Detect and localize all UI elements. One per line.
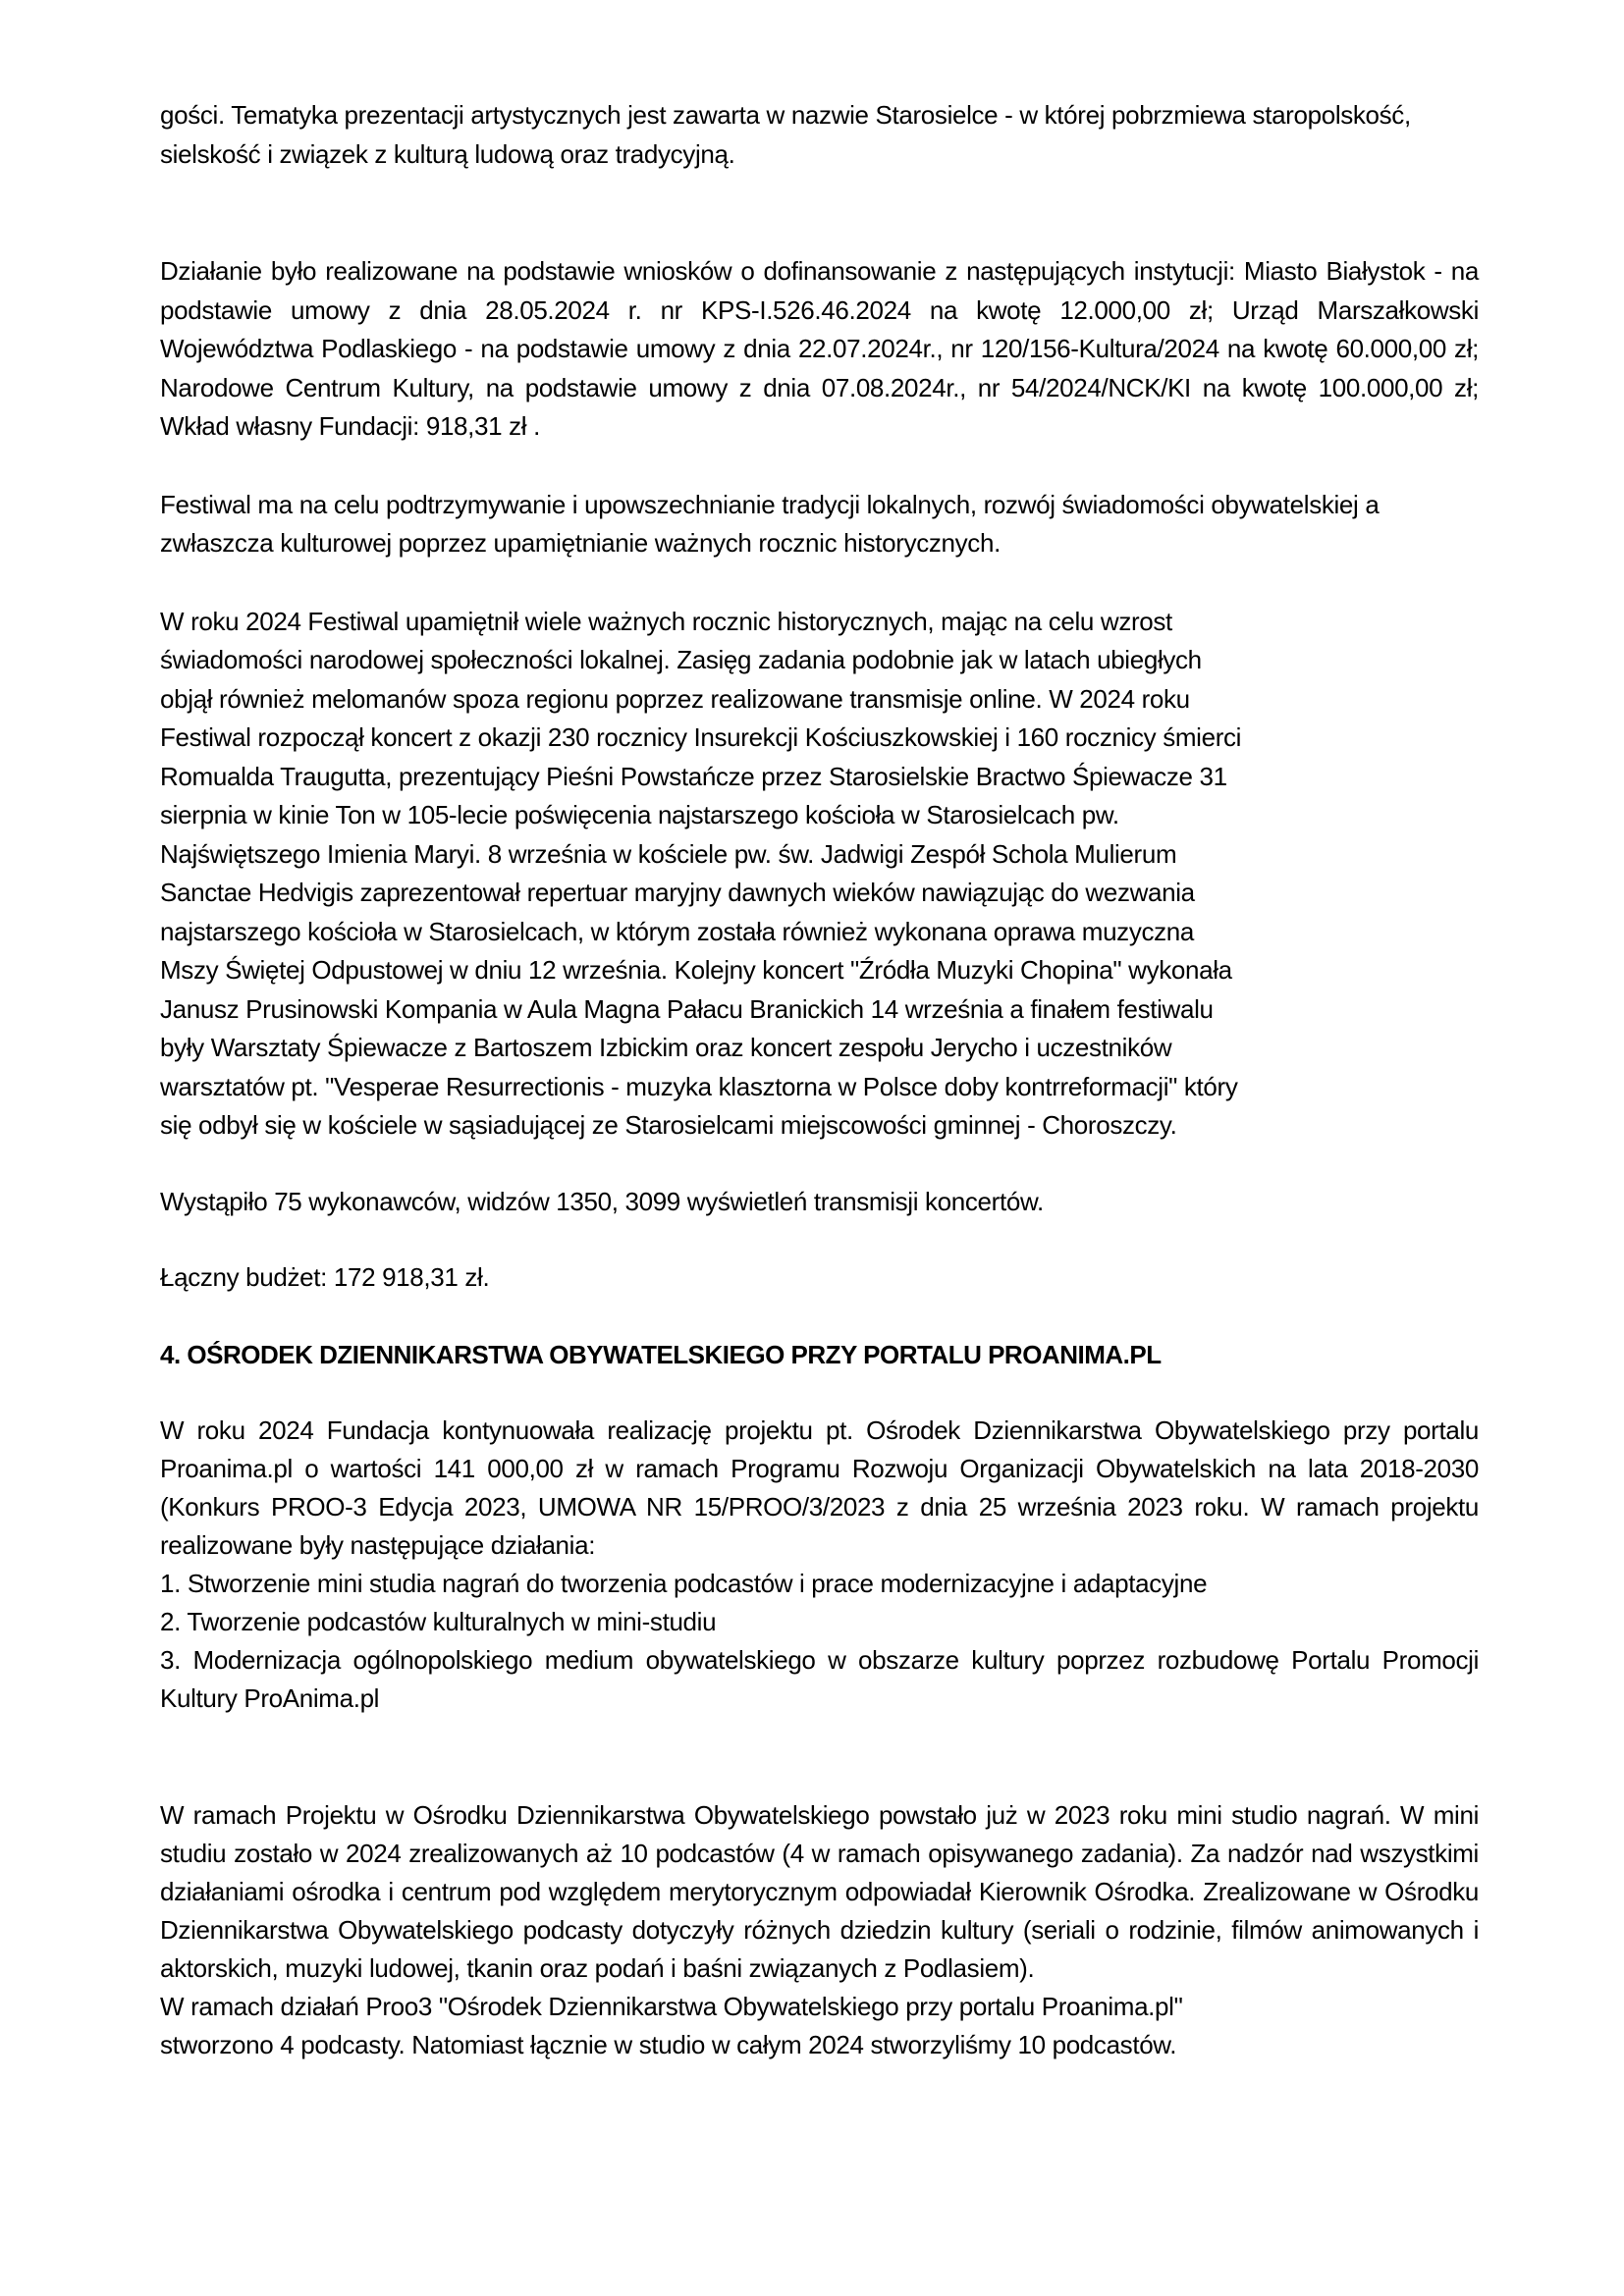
festival-2024-line: Sanctae Hedvigis zaprezentował repertuar maryjny dawnych wieków nawiązując do wezwania (160, 878, 1195, 907)
activity-item: 1. Stworzenie mini studia nagrań do tworzenia podcastów i prace modernizacyjne i adaptacyjne (160, 1568, 1208, 1598)
festival-2024-line: W roku 2024 Festiwal upamiętnił wiele ważnych rocznic historycznych, mając na celu wzrost (160, 606, 1172, 636)
festival-2024-line: Romualda Traugutta, prezentujący Pieśni Powstańcze przez Starosielskie Bractwo Śpiewacze 31 (160, 761, 1227, 791)
intro-paragraph: gości. Tematyka prezentacji artystycznych jest zawarta w nazwie Starosielce - w której pobrzmiewa staropolskość, sielskość i związek z kulturą ludową oraz tradycyjną. (160, 100, 1411, 169)
festival-goal-paragraph: Festiwal ma na celu podtrzymywanie i upowszechnianie tradycji lokalnych, rozwój świadomości obywatelskiej a zwłaszcza kulturowej poprzez upamiętnianie ważnych rocznic historycznych. (160, 489, 1380, 558)
festival-2024-line: Mszy Świętej Odpustowej w dniu 12 września. Kolejny koncert "Źródła Muzyki Chopina" wykonała (160, 955, 1232, 985)
section-4-summary (160, 1988, 1479, 2064)
funding-paragraph: Działanie było realizowane na podstawie wniosków o dofinansowanie z następujących instytucji: Miasto Białystok - na podstawie umowy z dnia 28.05.2024 r. nr KPS-I.526.46.2024 na kwotę 12.000,00 zł; Urząd Marszałkowski Województwa Podlaskiego - na podstawie umowy z dnia 22.07.2024r., nr 120/156-Kultura/2024 na kwotę 60.000,00 zł; Narodowe Centrum Kultury, na podstawie umowy z dnia 07.08.2024r., nr 54/2024/NCK/KI na kwotę 100.000,00 zł; Wkład własny Fundacji: 918,31 zł . (160, 256, 1479, 441)
activity-item: 3. Modernizacja ogólnopolskiego medium obywatelskiego w obszarze kultury poprzez rozbudowę Portalu Promocji Kultury ProAnima.pl (160, 1644, 1479, 1713)
festival-2024-line: Janusz Prusinowski Kompania w Aula Magna Pałacu Branickich 14 września a finałem festiwalu (160, 993, 1214, 1024)
festival-2024-line: się odbył się w kościele w sąsiadującej ze Starosielcami miejscowości gminnej - Choroszczy. (160, 1110, 1177, 1140)
festival-2024-line: objął również melomanów spoza regionu poprzez realizowane transmisje online. W 2024 roku (160, 683, 1190, 714)
summary-line: stworzono 4 podcasty. Natomiast łącznie w studio w całym 2024 stworzyliśmy 10 podcastów. (160, 2029, 1177, 2059)
festival-2024-line: warsztatów pt. "Vesperae Resurrectionis - muzyka klasztorna w Polsce doby kontrreformacji" który (160, 1071, 1238, 1101)
festival-2024-line: Festiwal rozpoczął koncert z okazji 230 rocznicy Insurekcji Kościuszkowskiej i 160 rocznicy śmierci (160, 722, 1242, 752)
festival-2024-paragraph (160, 603, 1479, 1146)
activity-item: 2. Tworzenie podcastów kulturalnych w mini-studiu (160, 1606, 717, 1636)
section-4-results-paragraph: W ramach Projektu w Ośrodku Dziennikarstwa Obywatelskiego powstało już w 2023 roku mini studio nagrań. W mini studiu zostało w 2024 zrealizowanych aż 10 podcastów (4 w ramach opisywanego zadania). Za nadzór nad wszystkimi działaniami ośrodka i centrum pod względem merytorycznym odpowiadał Kierownik Ośrodka. Zrealizowane w Ośrodku Dziennikarstwa Obywatelskiego podcasty dotyczyły różnych dziedzin kultury (seriali o rodzinie, filmów animowanych i aktorskich, muzyki ludowej, tkanin oraz podań i baśni związanych z Podlasiem). (160, 1799, 1479, 1983)
section-4-activities-list (160, 1565, 1479, 1718)
festival-2024-line: sierpnia w kinie Ton w 105-lecie poświęcenia najstarszego kościoła w Starosielcach pw. (160, 800, 1119, 829)
section-4-intro-paragraph: W roku 2024 Fundacja kontynuowała realizację projektu pt. Ośrodek Dziennikarstwa Obywatelskiego przy portalu Proanima.pl o wartości 141 000,00 zł w ramach Programu Rozwoju Organizacji Obywatelskich na lata 2018-2030 (Konkurs PROO-3 Edycja 2023, UMOWA NR 15/PROO/3/2023 z dnia 25 września 2023 roku. W ramach projektu realizowane były następujące działania: (160, 1415, 1479, 1560)
festival-2024-line: najstarszego kościoła w Starosielcach, w którym została również wykonana oprawa muzyczna (160, 916, 1194, 946)
section-4-heading: 4. OŚRODEK DZIENNIKARSTWA OBYWATELSKIEGO PRZY PORTALU PROANIMA.PL (160, 1339, 1162, 1369)
document-page (160, 96, 1479, 2064)
festival-2024-line: Najświętszego Imienia Maryi. 8 września w kościele pw. św. Jadwigi Zespół Schola Mulierum (160, 838, 1177, 869)
statistics-paragraph: Wystąpiło 75 wykonawców, widzów 1350, 3099 wyświetleń transmisji koncertów. (160, 1186, 1044, 1216)
festival-2024-line: świadomości narodowej społeczności lokalnej. Zasięg zadania podobnie jak w latach ubiegłych (160, 645, 1202, 674)
summary-line: W ramach działań Proo3 "Ośrodek Dziennikarstwa Obywatelskiego przy portalu Proanima.pl" (160, 1991, 1183, 2021)
total-budget-paragraph: Łączny budżet: 172 918,31 zł. (160, 1262, 490, 1292)
festival-2024-line: były Warsztaty Śpiewacze z Bartoszem Izbickim oraz koncert zespołu Jerycho i uczestników (160, 1033, 1172, 1062)
